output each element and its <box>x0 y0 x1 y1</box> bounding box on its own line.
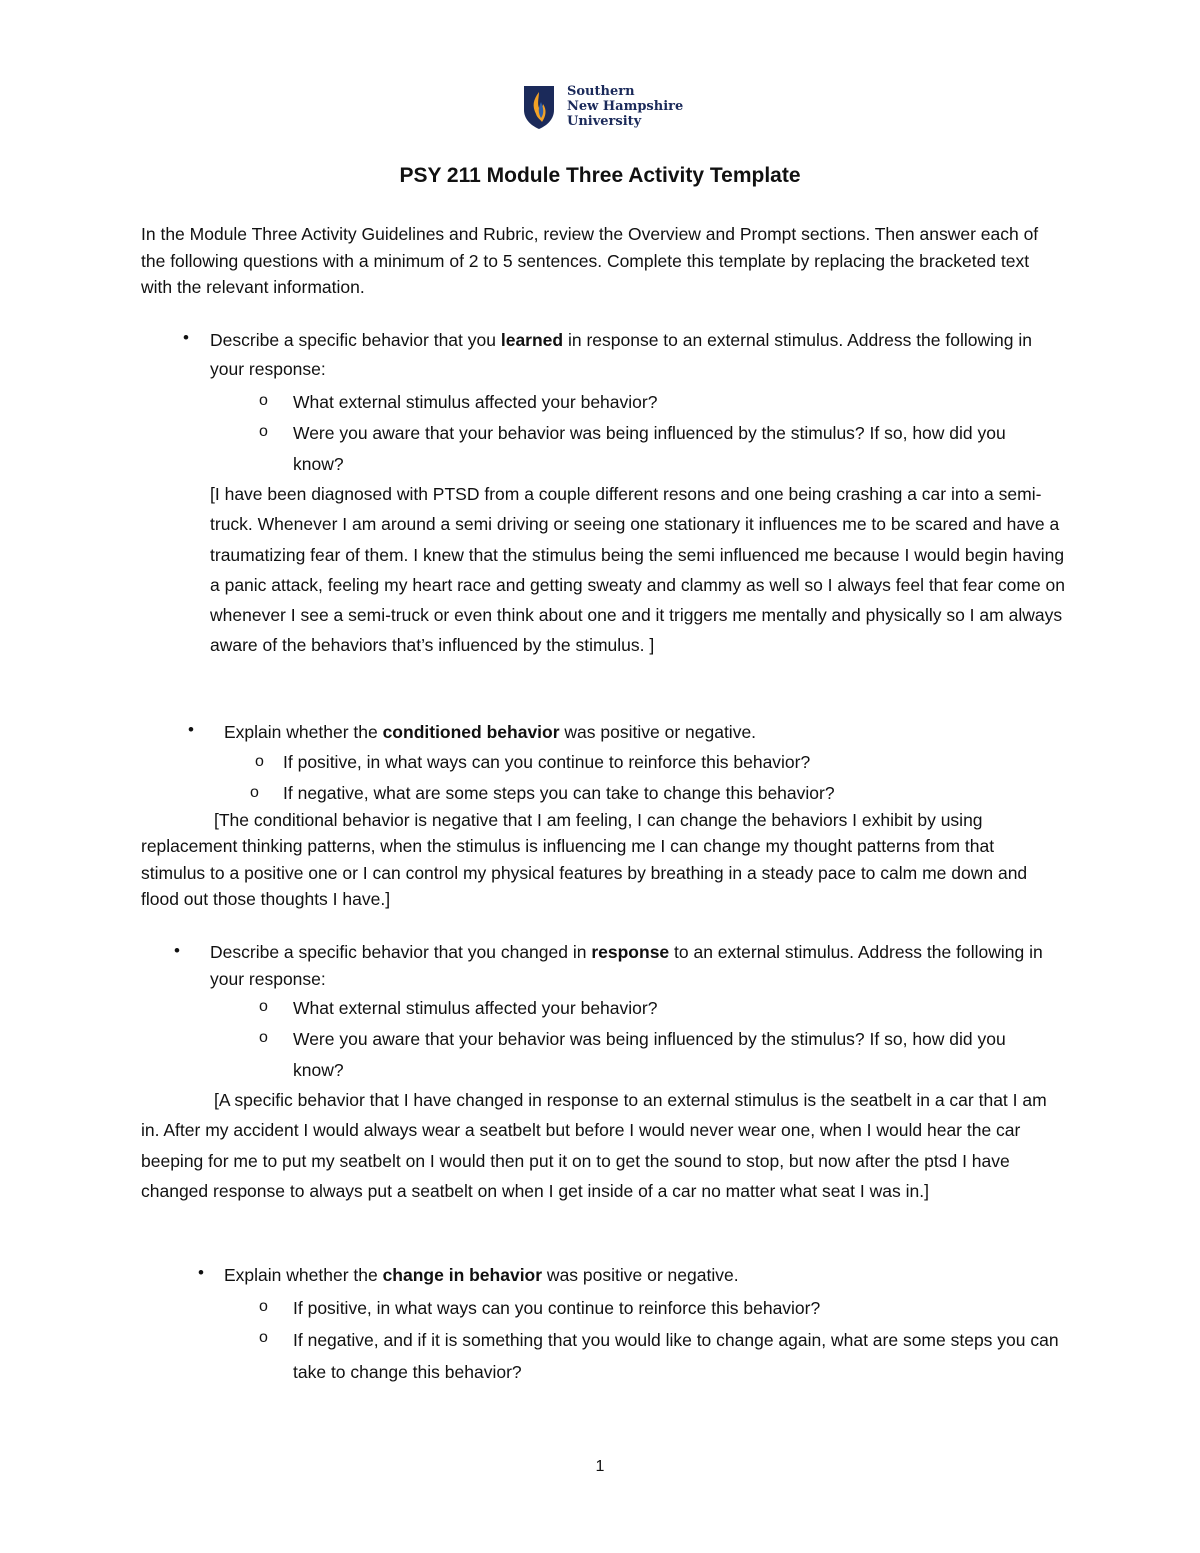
bullet-icon: • <box>198 1263 204 1282</box>
page-number: 1 <box>595 1458 605 1475</box>
sub-bullet-icon: o <box>259 998 268 1015</box>
question-emphasis: conditioned behavior <box>382 722 560 742</box>
sub-bullet-icon: o <box>259 1298 268 1315</box>
logo-line-3: University <box>567 114 642 129</box>
sub-bullet-icon: o <box>259 1029 268 1046</box>
sub-bullet-icon: o <box>259 423 268 440</box>
sub-question-1: If positive, in what ways can you continue to reinforce this behavior? <box>293 1298 821 1318</box>
answer-text: [A specific behavior that I have changed in response to an external stimulus is the seatbelt in a car that I am in. After my accident I would always wear a seatbelt but before I would never wear one, when I would hear the car beeping for me to put my seatbelt on I would then put it on to get the sound to stop, but now after the ptsd I have changed response to always put a seatbelt on when I get inside of a car no matter what seat I was in.] <box>141 1090 1047 1201</box>
university-logo <box>522 84 692 134</box>
bullet-icon: • <box>188 720 194 739</box>
sub-bullet-icon: o <box>259 1329 268 1346</box>
logo-wordmark <box>567 84 683 129</box>
question-emphasis: learned <box>500 330 564 350</box>
document-title: PSY 211 Module Three Activity Template <box>399 164 801 187</box>
sub-question-2: If negative, and if it is something that you would like to change again, what are some steps you can take to change this behavior? <box>293 1330 1059 1382</box>
sub-question-1: What external stimulus affected your behavior? <box>293 998 658 1018</box>
question-text: Explain whether the conditioned behavior was positive or negative. <box>224 722 757 742</box>
sub-bullet-icon: o <box>250 784 259 801</box>
sub-question-2: Were you aware that your behavior was being influenced by the stimulus? If so, how did you know? <box>293 1029 1006 1080</box>
question-emphasis: response <box>591 942 670 962</box>
sub-bullet-icon: o <box>255 753 264 770</box>
intro-paragraph: In the Module Three Activity Guidelines and Rubric, review the Overview and Prompt sections. Then answer each of the following questions with a minimum of 2 to 5 sentences. Complete this template by replacing the bracketed text with the relevant information. <box>141 224 1039 297</box>
logo-line-1: Southern <box>567 84 635 99</box>
answer-text: [I have been diagnosed with PTSD from a couple different resons and one being crashing a car into a semi-truck. Whenever I am around a semi driving or seeing one stationary it influences me to be scared and have a traumatizing fear of them. I knew that the stimulus being the semi influenced me because I would begin having a panic attack, feeling my heart race and getting sweaty and clammy as well so I always feel that fear come on whenever I see a semi-truck or even think about one and it triggers me mentally and physically so I am always aware of the behaviors that’s influenced by the stimulus. ] <box>210 484 1066 656</box>
shield-flame-icon <box>522 84 556 130</box>
sub-question-2: Were you aware that your behavior was being influenced by the stimulus? If so, how did you know? <box>293 423 1006 474</box>
sub-bullet-icon: o <box>259 392 268 409</box>
question-emphasis: change in behavior <box>382 1265 543 1285</box>
sub-question-1: What external stimulus affected your behavior? <box>293 392 658 412</box>
bullet-icon: • <box>183 328 189 347</box>
bullet-icon: • <box>174 941 180 960</box>
logo-line-2: New Hampshire <box>567 99 684 114</box>
sub-question-1: If positive, in what ways can you continue to reinforce this behavior? <box>283 752 811 772</box>
question-text: Explain whether the change in behavior was positive or negative. <box>224 1265 739 1285</box>
question-text: Describe a specific behavior that you learned in response to an external stimulus. Address the following in your response: <box>210 330 1032 379</box>
answer-text: [The conditional behavior is negative that I am feeling, I can change the behaviors I exhibit by using replacement thinking patterns, when the stimulus is influencing me I can change my thought patterns from that stimulus to a positive one or I can control my physical features by breathing in a steady pace to calm me down and flood out those thoughts I have.] <box>141 810 1028 909</box>
sub-question-2: If negative, what are some steps you can take to change this behavior? <box>283 783 835 803</box>
question-text: Describe a specific behavior that you changed in response to an external stimulus. Address the following in your response: <box>210 942 1043 989</box>
